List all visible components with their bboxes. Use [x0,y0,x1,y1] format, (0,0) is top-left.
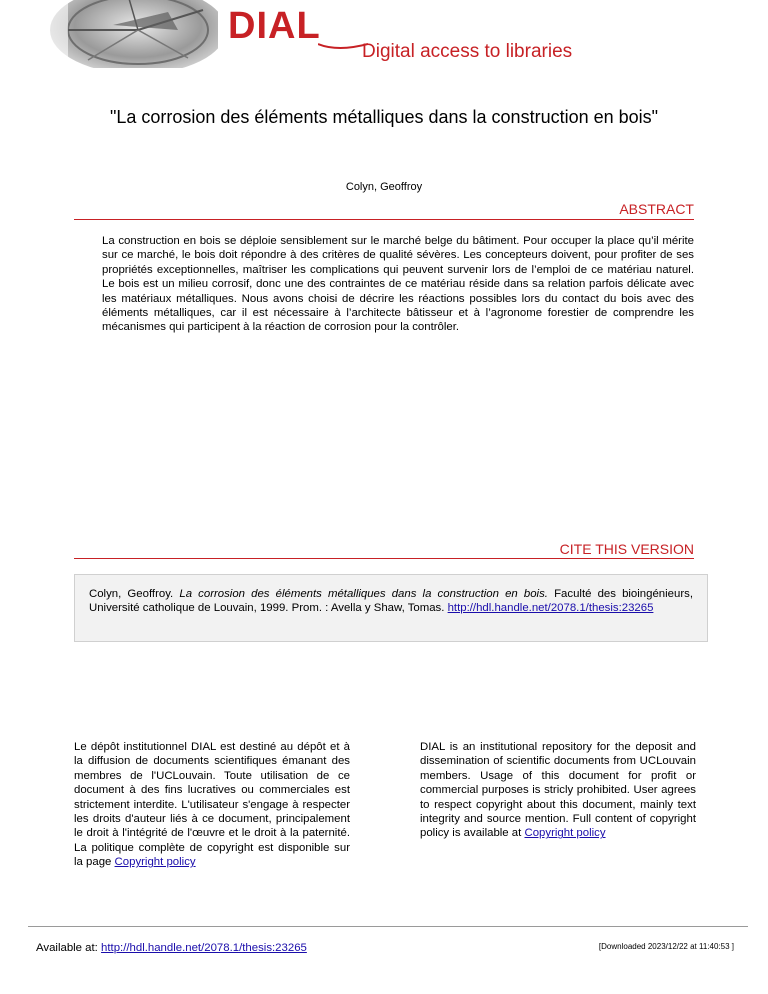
policy-english-text: DIAL is an institutional repository for the deposit and dissemination of scientific documents from UCLouvain members. Usage of this document for profit or commercial purposes is stricly prohibited. User agrees to respect copyright about this document, mainly text integrity and source mention. Full content of copyright policy is available at [420,741,696,840]
citation-link[interactable]: http://hdl.handle.net/2078.1/thesis:23265 [447,602,654,615]
abstract-text: La construction en bois se déploie sensiblement sur le marché belge du bâtiment. Pour occuper la place qu’il mérite sur ce marché, le bois doit répondre à des critères de qualité sévères. Les concepteurs doivent, pour profiter de ses propriétés exceptionnelles, maîtriser les complications qui peuvent survenir lors de l’emploi de ce matériau naturel. Le bois est un milieu corrosif, donc une des contraintes de ce matériau réside dans sa relation parfois délicate avec les matériaux métalliques. Nous avons choisi de décrire les réactions possibles lors du contact du bois avec des éléments métalliques, car il est nécessaire à l’architecte bâtisseur et à l’agronome forestier de comprendre les mécanismes qui participent à la réaction de corrosion pour la contrôler. [102,235,694,334]
tagline: Digital access to libraries [362,41,573,62]
footer-divider [28,926,748,927]
citation-box [74,574,708,642]
document-title: "La corrosion des éléments métalliques dans la construction en bois" [109,107,659,127]
copyright-policy-link-fr[interactable]: Copyright policy [114,856,196,869]
abstract-heading: ABSTRACT [619,201,694,217]
cite-divider [74,558,694,559]
citation-author: Colyn, Geoffroy. [89,588,174,600]
cite-heading: CITE THIS VERSION [559,541,694,557]
policy-french [74,740,350,870]
dial-logo: DIAL [228,5,321,47]
citation-title: La corrosion des éléments métalliques dans la construction en bois. [179,588,548,600]
available-link[interactable]: http://hdl.handle.net/2078.1/thesis:23265 [101,942,307,954]
policy-english [420,740,696,841]
download-timestamp: [Downloaded 2023/12/22 at 11:40:53 ] [598,942,734,951]
footer-available [36,941,307,955]
abstract-divider [74,219,694,220]
citation-details: Faculté des bioingénieurs, Université catholique de Louvain, 1999. Prom. : Avella y Shaw, Tomas. [89,588,693,615]
sundial-icon [28,0,218,68]
policy-french-text: Le dépôt institutionnel DIAL est destiné au dépôt et à la diffusion de documents scientifiques émanant des membres de l'UCLouvain. Toute utilisation de ce document à des fins lucratives ou commerciales est strictement interdite. L'utilisateur s'engage à respecter les droits d'auteur liés à ce document, principalement le droit à l'intégrité de l'œuvre et le droit à la paternité. La politique complète de copyright est disponible sur la page [74,741,350,869]
available-label: Available at: [36,942,98,954]
copyright-policy-link-en[interactable]: Copyright policy [524,827,606,840]
citation-text [89,587,693,615]
logo-swoosh [318,38,368,52]
document-author: Colyn, Geoffroy [345,181,423,193]
header [0,0,768,70]
